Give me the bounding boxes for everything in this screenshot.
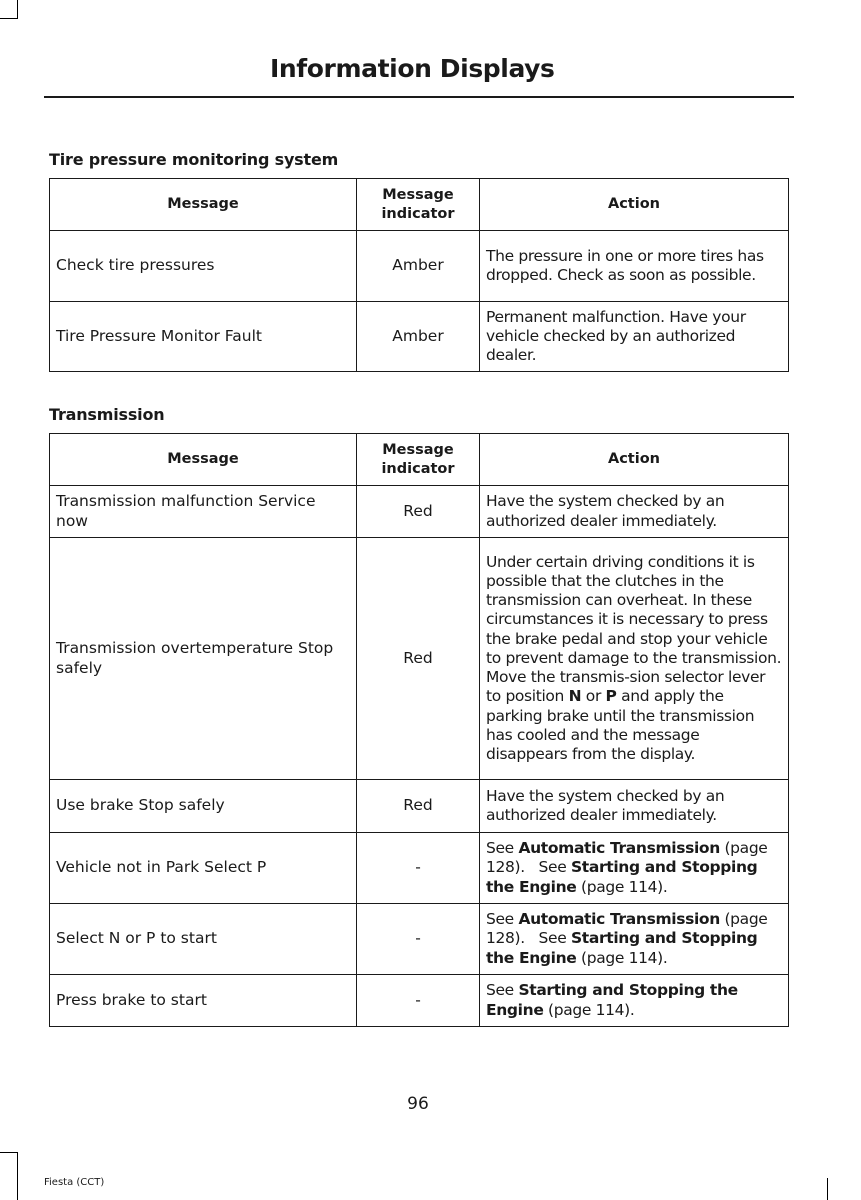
table-row xyxy=(50,780,789,833)
see-text: See xyxy=(524,858,571,877)
page-reference: (page 114). xyxy=(543,1000,635,1019)
header-action: Action xyxy=(480,179,789,231)
message-cell: Transmission malfunction Service now xyxy=(50,486,357,538)
header-indicator-line-1: Message xyxy=(382,186,454,203)
message-cell: Tire Pressure Monitor Fault xyxy=(50,302,357,372)
gear-position-n: N xyxy=(568,687,582,706)
message-cell: Use brake Stop safely xyxy=(50,780,357,833)
footer-model-label: Fiesta (CCT) xyxy=(44,1177,105,1188)
indicator-cell: Red xyxy=(357,780,480,833)
tpms-table-header-row xyxy=(50,179,789,231)
header-message: Message xyxy=(50,434,357,486)
page-reference: (page 114). xyxy=(576,948,668,967)
action-text-part-2: or xyxy=(581,687,606,706)
page-number: 96 xyxy=(407,1094,429,1114)
action-cell xyxy=(480,975,789,1027)
header-action: Action xyxy=(480,434,789,486)
indicator-cell: Red xyxy=(357,538,480,780)
indicator-cell: Amber xyxy=(357,302,480,372)
cross-reference-link[interactable]: Starting and Stopping the Engine xyxy=(486,981,738,1019)
see-text: See xyxy=(486,981,519,1000)
action-cell: Have the system checked by an authorized dealer immediately. xyxy=(480,486,789,538)
transmission-section-heading: Transmission xyxy=(49,405,165,424)
table-row xyxy=(50,904,789,975)
cross-reference-link[interactable]: Automatic Transmission xyxy=(518,839,720,858)
header-indicator-line-1: Message xyxy=(382,441,454,458)
crop-mark-bottom-left-horizontal xyxy=(0,1152,18,1153)
action-text-part-1: Under certain driving conditions it is possible that the clutches in the transmission can overheat. In these circumstances it is necessary to press the brake pedal and stop your vehicle to prevent damage to the transmission. Move the transmis-sion selector lever to position xyxy=(486,552,782,706)
header-message: Message xyxy=(50,179,357,231)
gear-position-p: P xyxy=(605,687,617,706)
table-row xyxy=(50,486,789,538)
page-reference: (page 128). xyxy=(486,839,768,877)
table-row xyxy=(50,975,789,1027)
transmission-table xyxy=(49,433,789,1027)
cross-reference-link[interactable]: Automatic Transmission xyxy=(518,910,720,929)
action-cell: Have the system checked by an authorized dealer immediately. xyxy=(480,780,789,833)
action-cell xyxy=(480,538,789,780)
action-cell: Permanent malfunction. Have your vehicle checked by an authorized dealer. xyxy=(480,302,789,372)
see-text: See xyxy=(486,839,519,858)
message-cell: Check tire pressures xyxy=(50,231,357,302)
indicator-cell: Red xyxy=(357,486,480,538)
action-cell: The pressure in one or more tires has dropped. Check as soon as possible. xyxy=(480,231,789,302)
header-indicator-line-2: indicator xyxy=(381,205,455,222)
crop-mark-bottom-left-vertical xyxy=(17,1152,18,1200)
crop-mark-top-left-vertical xyxy=(17,0,18,18)
crop-mark-bottom-right-vertical xyxy=(827,1178,828,1200)
see-text: See xyxy=(486,910,519,929)
action-cell xyxy=(480,904,789,975)
tpms-table xyxy=(49,178,789,372)
table-row xyxy=(50,231,789,302)
message-cell: Press brake to start xyxy=(50,975,357,1027)
tpms-section-heading: Tire pressure monitoring system xyxy=(49,150,339,169)
action-text-part-3: and apply the parking brake until the transmission has cooled and the message disappears from the display. xyxy=(486,687,755,763)
message-cell: Select N or P to start xyxy=(50,904,357,975)
indicator-cell: Amber xyxy=(357,231,480,302)
see-text: See xyxy=(524,929,571,948)
crop-mark-top-left-horizontal xyxy=(0,18,18,19)
table-row xyxy=(50,833,789,904)
page-title: Information Displays xyxy=(270,54,555,83)
indicator-cell: - xyxy=(357,833,480,904)
indicator-cell: - xyxy=(357,904,480,975)
header-indicator-line-2: indicator xyxy=(381,460,455,477)
transmission-table-header-row xyxy=(50,434,789,486)
message-cell: Transmission overtemperature Stop safely xyxy=(50,538,357,780)
header-message-indicator xyxy=(357,179,480,231)
table-row xyxy=(50,302,789,372)
message-cell: Vehicle not in Park Select P xyxy=(50,833,357,904)
cross-reference-link[interactable]: Starting and Stopping the Engine xyxy=(486,858,758,896)
indicator-cell: - xyxy=(357,975,480,1027)
page-reference: (page 128). xyxy=(486,910,768,948)
cross-reference-link[interactable]: Starting and Stopping the Engine xyxy=(486,929,758,967)
table-row xyxy=(50,538,789,780)
action-cell xyxy=(480,833,789,904)
page-reference: (page 114). xyxy=(576,877,668,896)
header-message-indicator xyxy=(357,434,480,486)
title-divider xyxy=(44,96,794,98)
